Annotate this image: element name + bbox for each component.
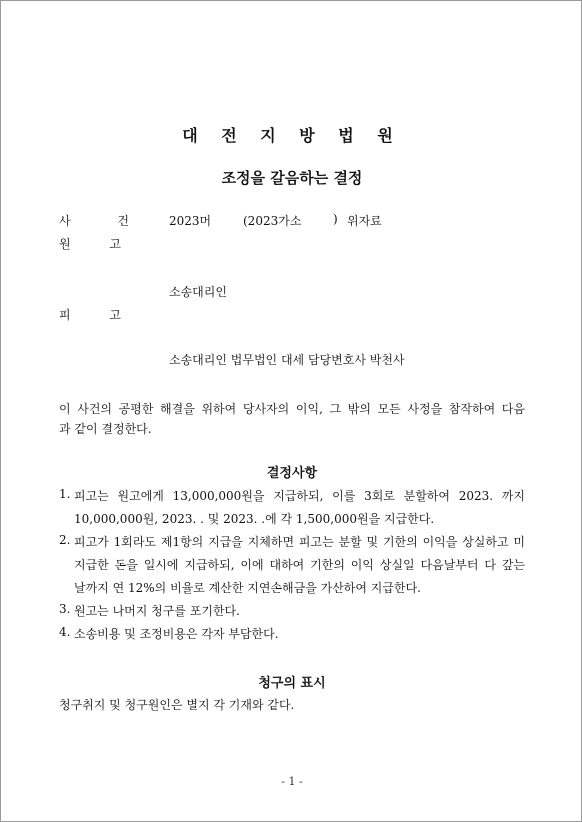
decision-item-1-line-1: 피고는 원고에게 13,000,000원을 지급하되, 이를 3회로 분할하여 2023. 까지	[74, 489, 525, 503]
decision-item-2-line-3: 날까지 연 12%의 비율로 계산한 지연손해금을 가산하여 지급한다.	[74, 581, 421, 595]
decision-item-2-number: 2.	[59, 533, 71, 547]
court-name: 대 전 지 방 법 원	[182, 126, 402, 145]
preamble-line-2: 과 같이 결정한다.	[59, 422, 152, 436]
decision-item-4-text: 소송비용 및 조정비용은 각자 부담한다.	[74, 627, 279, 641]
document-title: 조정을 갈음하는 결정	[221, 169, 363, 187]
decision-item-3-number: 3.	[59, 602, 71, 616]
plaintiff-label: 원 고	[59, 237, 121, 251]
defendant-attorney: 소송대리인 법무법인 대세 담당변호사 박천사	[169, 353, 405, 367]
related-case-close: )	[333, 212, 338, 226]
decision-item-3-text: 원고는 나머지 청구를 포기한다.	[74, 604, 240, 618]
case-label: 사 건	[59, 214, 129, 228]
decision-item-1-line-2: 10,000,000원, 2023. . 및 2023. .에 각 1,500,000원을 지급한다.	[74, 512, 435, 526]
plaintiff-attorney-label: 소송대리인	[169, 285, 227, 299]
claim-heading: 청구의 표시	[258, 676, 326, 691]
related-case-number: (2023가소	[243, 214, 302, 228]
defendant-label: 피 고	[59, 308, 121, 322]
case-name: 위자료	[347, 214, 382, 228]
decision-item-2-line-2: 지급한 돈을 일시에 지급하되, 이에 대하여 기한의 이익 상실일 다음날부터 다 갚는	[74, 558, 525, 572]
page-number: - 1 -	[281, 775, 303, 788]
claim-text: 청구취지 및 청구원인은 별지 각 기재와 같다.	[59, 698, 295, 712]
preamble-line-1: 이 사건의 공평한 해결을 위하여 당사자의 이익, 그 밖의 모든 사정을 참작하여 다음	[59, 402, 525, 416]
decision-heading: 결정사항	[266, 466, 318, 481]
decision-item-2-line-1: 피고가 1회라도 제1항의 지급을 지체하면 피고는 분할 및 기한의 이익을 상실하고 미	[74, 535, 525, 549]
decision-item-1-number: 1.	[59, 487, 71, 501]
decision-item-4-number: 4.	[59, 625, 71, 639]
case-number: 2023머	[169, 214, 212, 228]
